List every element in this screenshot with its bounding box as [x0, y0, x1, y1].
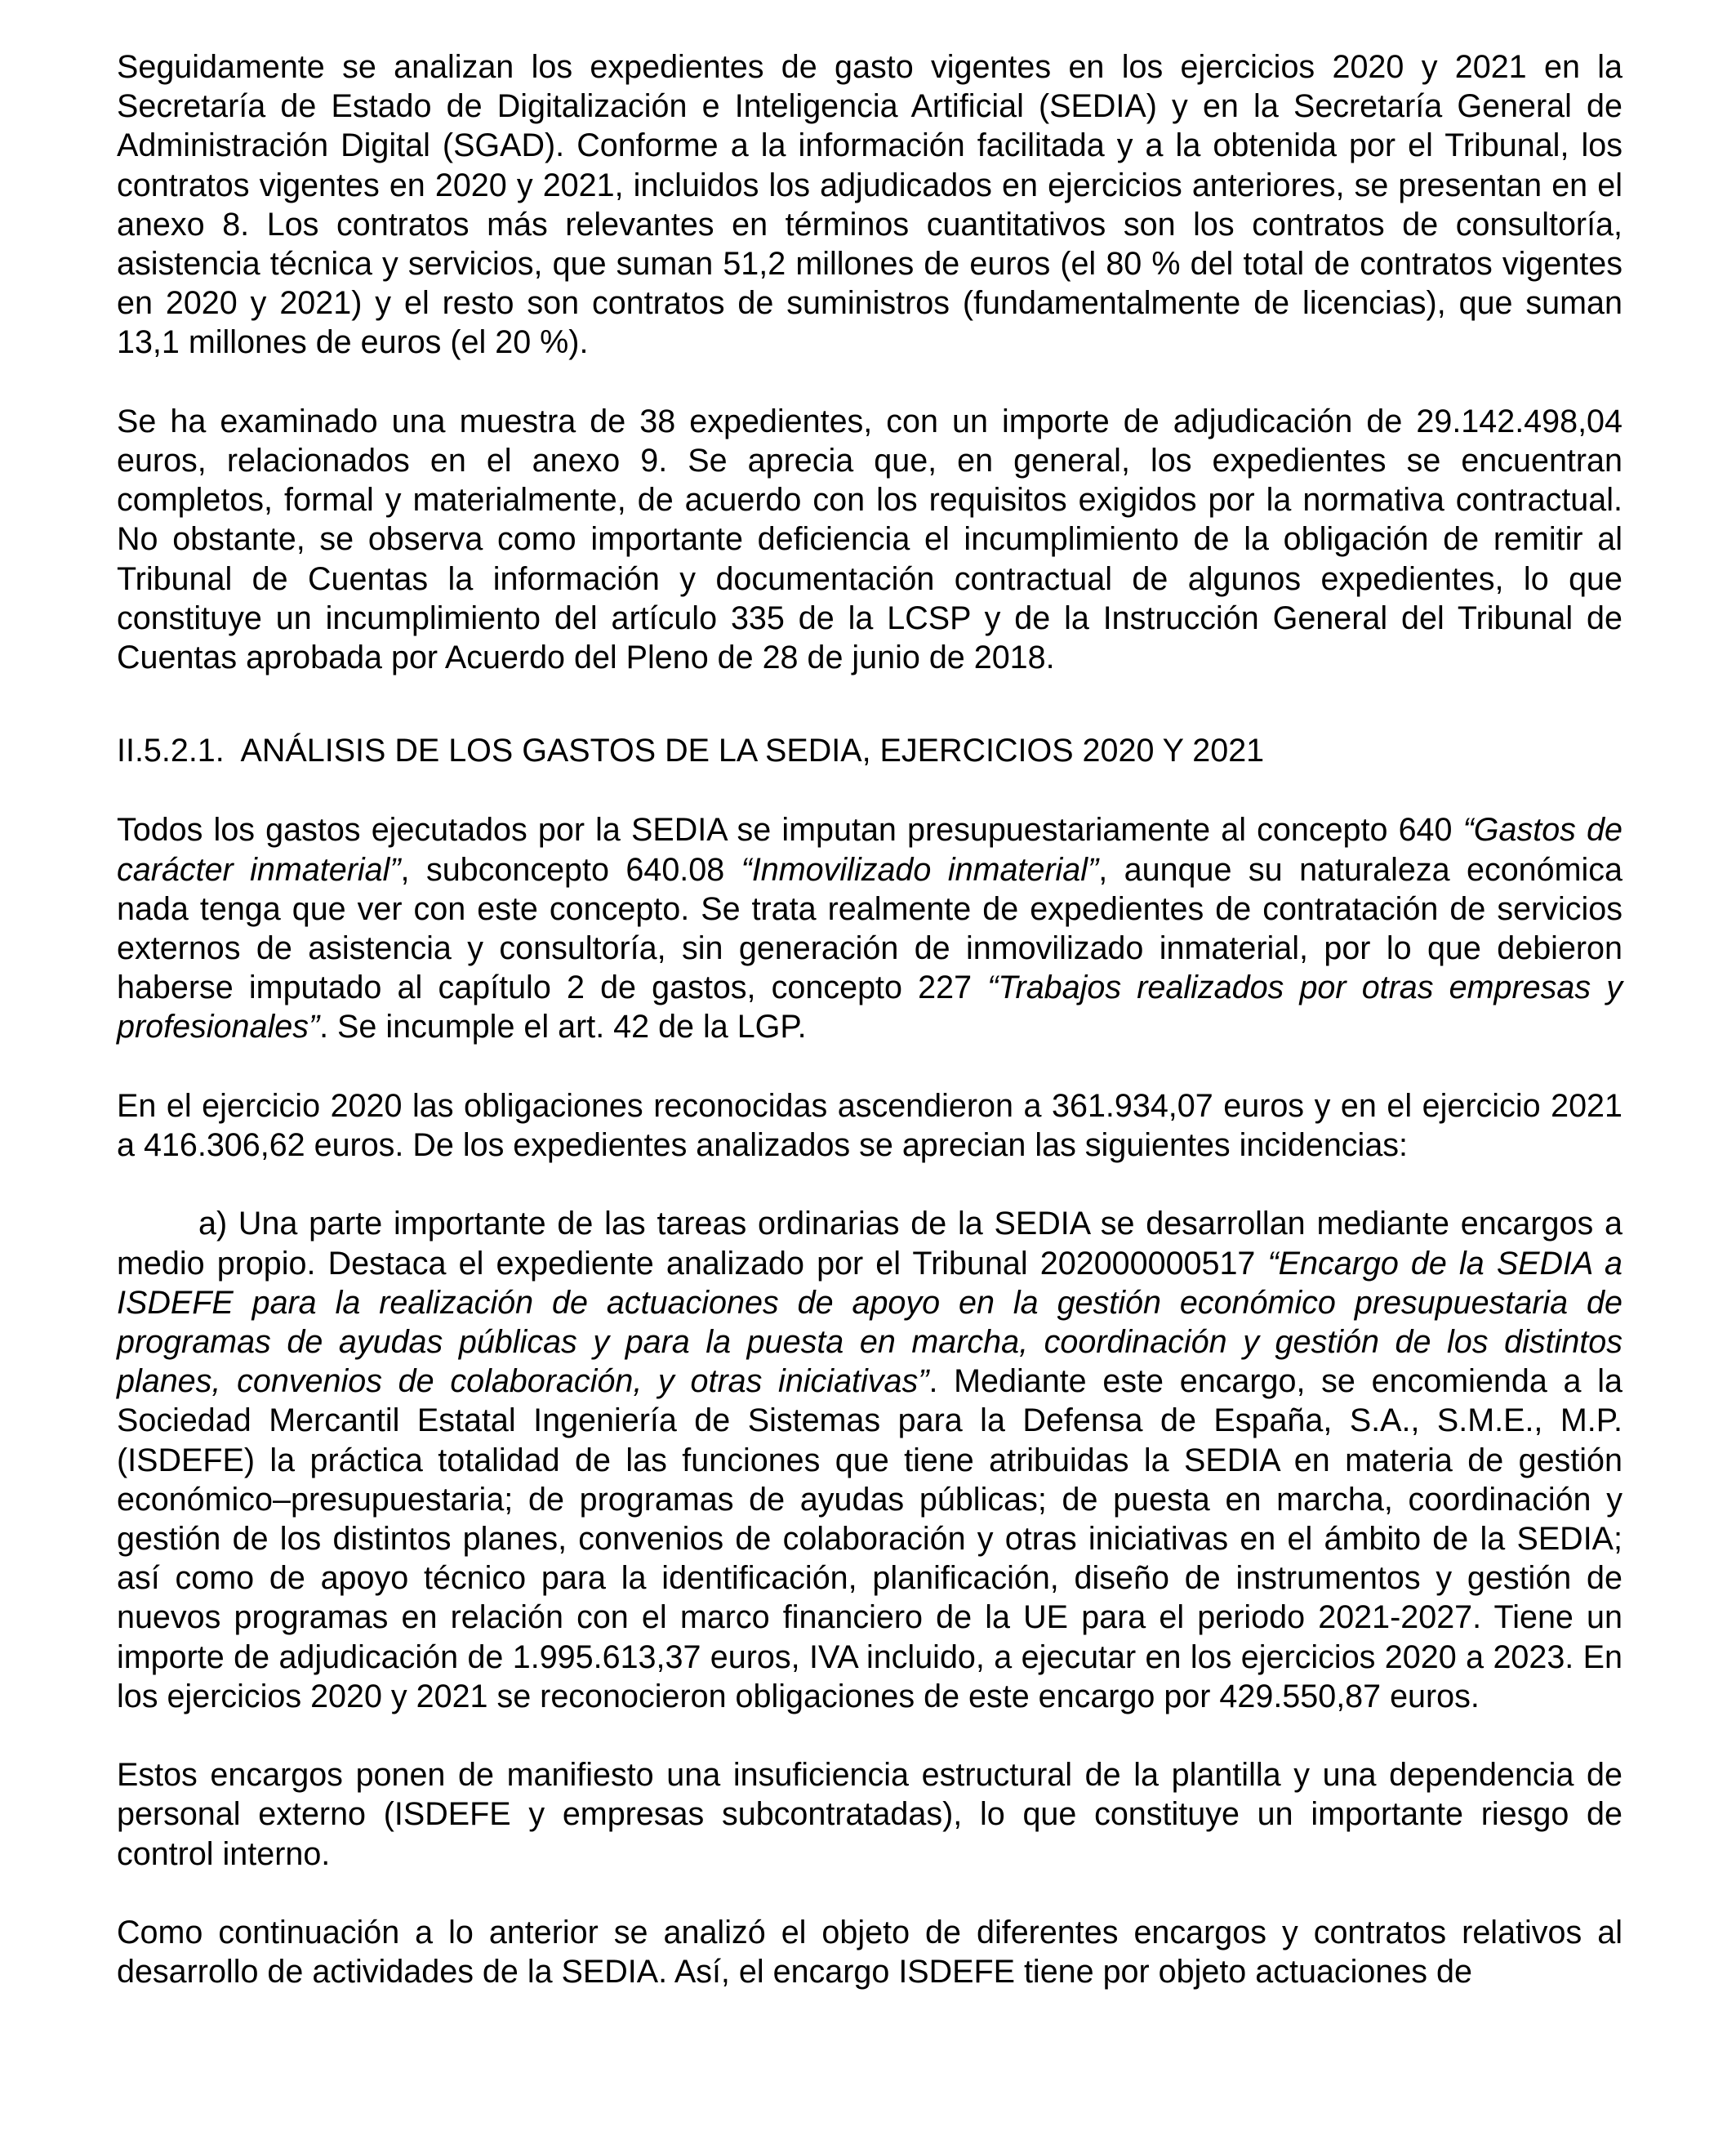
- quoted-concept-640: “Gastos de carácter inmaterial”: [117, 812, 1623, 888]
- text-run: Todos los gastos ejecutados por la SEDIA se imputan presupuestariamente al concepto 640: [117, 812, 1463, 849]
- list-marker: a): [198, 1206, 228, 1242]
- text-run: . Mediante este encargo, se encomienda a la Sociedad Mercantil Estatal Ingeniería de Sistemas para la Defensa de España, S.A., S.M.E., M.P. (ISDEFE) la práctica totalidad de las funciones que tiene atribuidas la SEDIA en materia de gestión económico–presupuestaria; de programas de ayudas públicas; de puesta en marcha, coordinación y gestión de los distintos planes, convenios de colaboración y otras iniciativas en el ámbito de la SEDIA; así como de apoyo técnico para la identificación, planificación, diseño de instrumentos y gestión de nuevos programas en relación con el marco financiero de la UE para el periodo 2021-2027. Tiene un importe de adjudicación de 1.995.613,37 euros, IVA incluido, a ejecutar en los ejercicios 2020 a 2023. En los ejercicios 2020 y 2021 se reconocieron obligaciones de este encargo por 429.550,87 euros.: [117, 1363, 1622, 1714]
- text-run: . Se incumple el art. 42 de la LGP.: [319, 1009, 807, 1045]
- quoted-subconcept-640-08: “Inmovilizado inmaterial”: [741, 851, 1099, 888]
- section-heading: [117, 731, 1622, 770]
- paragraph-structural-insufficiency: Estos encargos ponen de manifiesto una insuficiencia estructural de la plantilla y una dependencia de personal externo (ISDEFE y empresas subcontratadas), lo que constituye un importante riesgo de control interno.: [117, 1757, 1622, 1872]
- paragraph-contracts-overview: Seguidamente se analizan los expedientes de gasto vigentes en los ejercicios 2020 y 2021 en la Secretaría de Estado de Digitalización e Inteligencia Artificial (SEDIA) y en la Secretaría General de Administración Digital (SGAD). Conforme a la información facilitada y a la obtenida por el Tribunal, los contratos vigentes en 2020 y 2021, incluidos los adjudicados en ejercicios anteriores, se presentan en el anexo 8. Los contratos más relevantes en términos cuantitativos son los contratos de consultoría, asistencia técnica y servicios, que suman 51,2 millones de euros (el 80 % del total de contratos vigentes en 2020 y 2021) y el resto son contratos de suministros (fundamentalmente de licencias), que suman 13,1 millones de euros (el 20 %).: [117, 49, 1622, 361]
- paragraph-sedia-expenses-imputation: [117, 810, 1622, 1046]
- quoted-concept-227: “Trabajos realizados por otras empresas y profesionales”: [117, 970, 1623, 1045]
- quoted-encargo-title: “Encargo de la SEDIA a ISDEFE para la realización de actuaciones de apoyo en la gestión económico presupuestaria de programas de ayudas públicas y para la puesta en marcha, coordinación y gestión de los distintos planes, convenios de colaboración, y otras iniciativas”: [117, 1245, 1622, 1400]
- text-run: , aunque su naturaleza económica nada tenga que ver con este concepto. Se trata realmente de expedientes de contratación de servicios externos de asistencia y consultoría, sin generación de inmovilizado inmaterial, por lo que debieron haberse imputado al capítulo 2 de gastos, concepto 227: [117, 851, 1623, 1006]
- document-page: [117, 47, 1622, 2031]
- paragraph-obligations: En el ejercicio 2020 las obligaciones reconocidas ascendieron a 361.934,07 euros y en el ejercicio 2021 a 416.306,62 euros. De los expedientes analizados se aprecian las siguientes incidencias:: [117, 1087, 1622, 1164]
- text-run: , subconcepto 640.08: [400, 851, 741, 888]
- section-title: ANÁLISIS DE LOS GASTOS DE LA SEDIA, EJERCICIOS 2020 Y 2021: [240, 733, 1265, 769]
- text-run: Una parte importante de las tareas ordinarias de la SEDIA se desarrollan mediante encargos a medio propio. Destaca el expediente analizado por el Tribunal 202000000517: [117, 1206, 1622, 1282]
- paragraph-continuation: Como continuación a lo anterior se analizó el objeto de diferentes encargos y contratos relativos al desarrollo de actividades de la SEDIA. Así, el encargo ISDEFE tiene por objeto actuaciones de: [117, 1915, 1622, 1991]
- list-item-a: [117, 1204, 1622, 1716]
- paragraph-sample-examined: Se ha examinado una muestra de 38 expedientes, con un importe de adjudicación de 29.142.498,04 euros, relacionados en el anexo 9. Se aprecia que, en general, los expedientes se encuentran completos, formal y materialmente, de acuerdo con los requisitos exigidos por la normativa contractual. No obstante, se observa como importante deficiencia el incumplimiento de la obligación de remitir al Tribunal de Cuentas la información y documentación contractual de algunos expedientes, lo que constituye un incumplimiento del artículo 335 de la LCSP y de la Instrucción General del Tribunal de Cuentas aprobada por Acuerdo del Pleno de 28 de junio de 2018.: [117, 403, 1622, 676]
- section-number: II.5.2.1.: [117, 733, 225, 769]
